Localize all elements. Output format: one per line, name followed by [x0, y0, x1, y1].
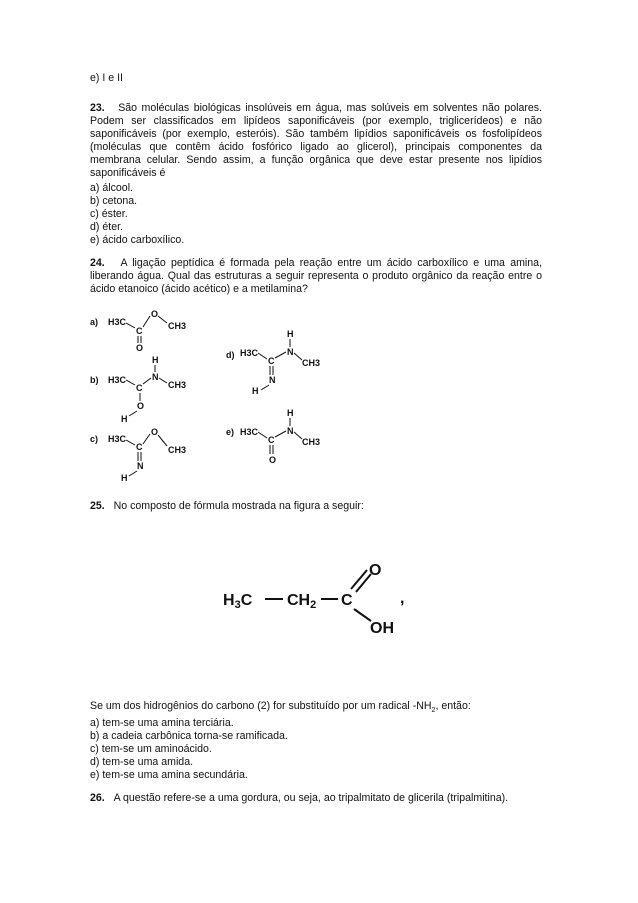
- q23-line-5: membrana celular. Sendo assim, a função orgânica que deve estar presente nos lipídios: [90, 154, 542, 166]
- q25-carbon: C: [341, 592, 353, 609]
- structure-b-h3c: H3C: [108, 375, 127, 385]
- structure-e-h-top: H: [287, 408, 294, 418]
- q25-option-b: b) a cadeia carbônica torna-se ramificada.: [90, 730, 288, 742]
- structure-b-carbon: C: [136, 383, 143, 393]
- structure-b-o: O: [137, 401, 145, 411]
- q23-line-2: Podem ser classificados em lipídeos saponificáveis (por exemplo, triglicerídeos) e não: [90, 115, 542, 127]
- question-26: [90, 792, 508, 805]
- q24-line-3: ácido etanoico (ácido acético) e a metilamina?: [90, 283, 308, 295]
- q25-comma: ,: [400, 590, 405, 607]
- structure-b: [88, 353, 218, 425]
- q25-ch2: CH2: [287, 592, 317, 611]
- question-24-text: [90, 257, 542, 296]
- structure-a-h3c: H3C: [108, 317, 127, 327]
- q25-option-d: d) tem-se uma amida.: [90, 756, 194, 768]
- question-23-text: [90, 102, 542, 180]
- structure-a-ch3: CH3: [168, 321, 187, 331]
- structure-d-label: d): [226, 350, 235, 360]
- structure-d-ch3: CH3: [302, 358, 321, 368]
- structure-c-o-top: O: [151, 427, 159, 437]
- q23-line-1-text: São moléculas biológicas insolúveis em água, mas solúveis em solventes não polares.: [118, 102, 542, 114]
- q25-oxygen: O: [369, 562, 382, 579]
- structure-a-carbon: C: [136, 326, 143, 336]
- q23-option-c: c) éster.: [90, 208, 128, 220]
- q23-option-b: b) cetona.: [90, 195, 138, 207]
- question-25-number: 25.: [90, 500, 105, 512]
- q25-question: Se um dos hidrogênios do carbono (2) for substituído por um radical $-NH_2$, então:: [90, 700, 471, 715]
- structure-a-label: a): [90, 317, 99, 327]
- previous-answer: e) I e II: [90, 72, 123, 84]
- structure-d-carbon: C: [268, 356, 275, 366]
- q24-line-1-text: A ligação peptídica é formada pela reação entre um ácido carboxílico e uma amina,: [120, 257, 542, 269]
- structure-a: [88, 303, 218, 353]
- structure-c: [88, 425, 218, 485]
- structure-c-h3c: H3C: [108, 434, 127, 444]
- structure-b-label: b): [90, 375, 99, 385]
- structure-d-h: H: [252, 386, 259, 396]
- q23-option-e: e) ácido carboxílico.: [90, 234, 185, 246]
- q25-formula: [215, 553, 425, 638]
- structure-b-n: N: [152, 372, 159, 382]
- structure-b-ch3: CH3: [168, 380, 187, 390]
- structure-e-label: e): [226, 427, 235, 437]
- q23-line-4: (moléculas que contêm ácido fosfórico ligado ao glicerol), principais componentes da: [90, 141, 542, 153]
- q23-option-a: a) álcool.: [90, 182, 133, 194]
- structure-c-h: H: [121, 473, 128, 483]
- structure-b-h-top: H: [152, 355, 159, 365]
- q24-line-2: liberando água. Qual das estruturas a seguir representa o produto orgânico da reação entre o: [90, 270, 542, 282]
- structure-c-ch3: CH3: [168, 445, 187, 455]
- q23-option-d: d) éter.: [90, 221, 123, 233]
- structure-c-label: c): [90, 434, 99, 444]
- q25-option-a: a) tem-se uma amina terciária.: [90, 717, 234, 729]
- structure-d: [224, 328, 334, 403]
- structure-d-n-bottom: N: [269, 375, 276, 385]
- structure-e: [224, 405, 334, 470]
- q25-option-e: e) tem-se uma amina secundária.: [90, 769, 248, 781]
- q25-oh: OH: [370, 620, 394, 637]
- structure-e-o: O: [269, 455, 277, 465]
- q23-line-6: saponificáveis é: [90, 167, 166, 179]
- q25-option-c: c) tem-se um aminoácido.: [90, 743, 212, 755]
- question-23-number: 23.: [90, 102, 105, 114]
- q26-text: A questão refere-se a uma gordura, ou seja, ao tripalmitato de glicerila (tripalmitina).: [113, 792, 509, 804]
- question-25-intro: [90, 500, 364, 513]
- q23-line-1: [90, 102, 542, 115]
- structure-b-h: H: [121, 414, 128, 424]
- q23-line-3: saponificáveis (por exemplo, esteróis). São também lipídios saponificáveis os fosfolipídeos: [90, 128, 542, 140]
- q25-intro-text: No composto de fórmula mostrada na figura a seguir:: [113, 500, 364, 512]
- structure-d-h-top: H: [287, 329, 294, 339]
- question-24-number: 24.: [90, 257, 105, 269]
- structure-e-n: N: [287, 426, 294, 436]
- structure-a-o-top: O: [151, 309, 159, 319]
- structure-a-o-bottom: O: [136, 343, 144, 353]
- structure-d-n: N: [287, 347, 294, 357]
- question-26-number: 26.: [90, 792, 105, 804]
- structure-c-n: N: [137, 461, 144, 471]
- q25-h3c: H3C: [223, 592, 253, 611]
- q24-line-1: [90, 257, 542, 270]
- structure-c-carbon: C: [136, 442, 143, 452]
- structure-e-h3c: H3C: [240, 427, 259, 437]
- structure-e-ch3: CH3: [302, 437, 321, 447]
- structure-d-h3c: H3C: [240, 348, 259, 358]
- structure-e-carbon: C: [268, 435, 275, 445]
